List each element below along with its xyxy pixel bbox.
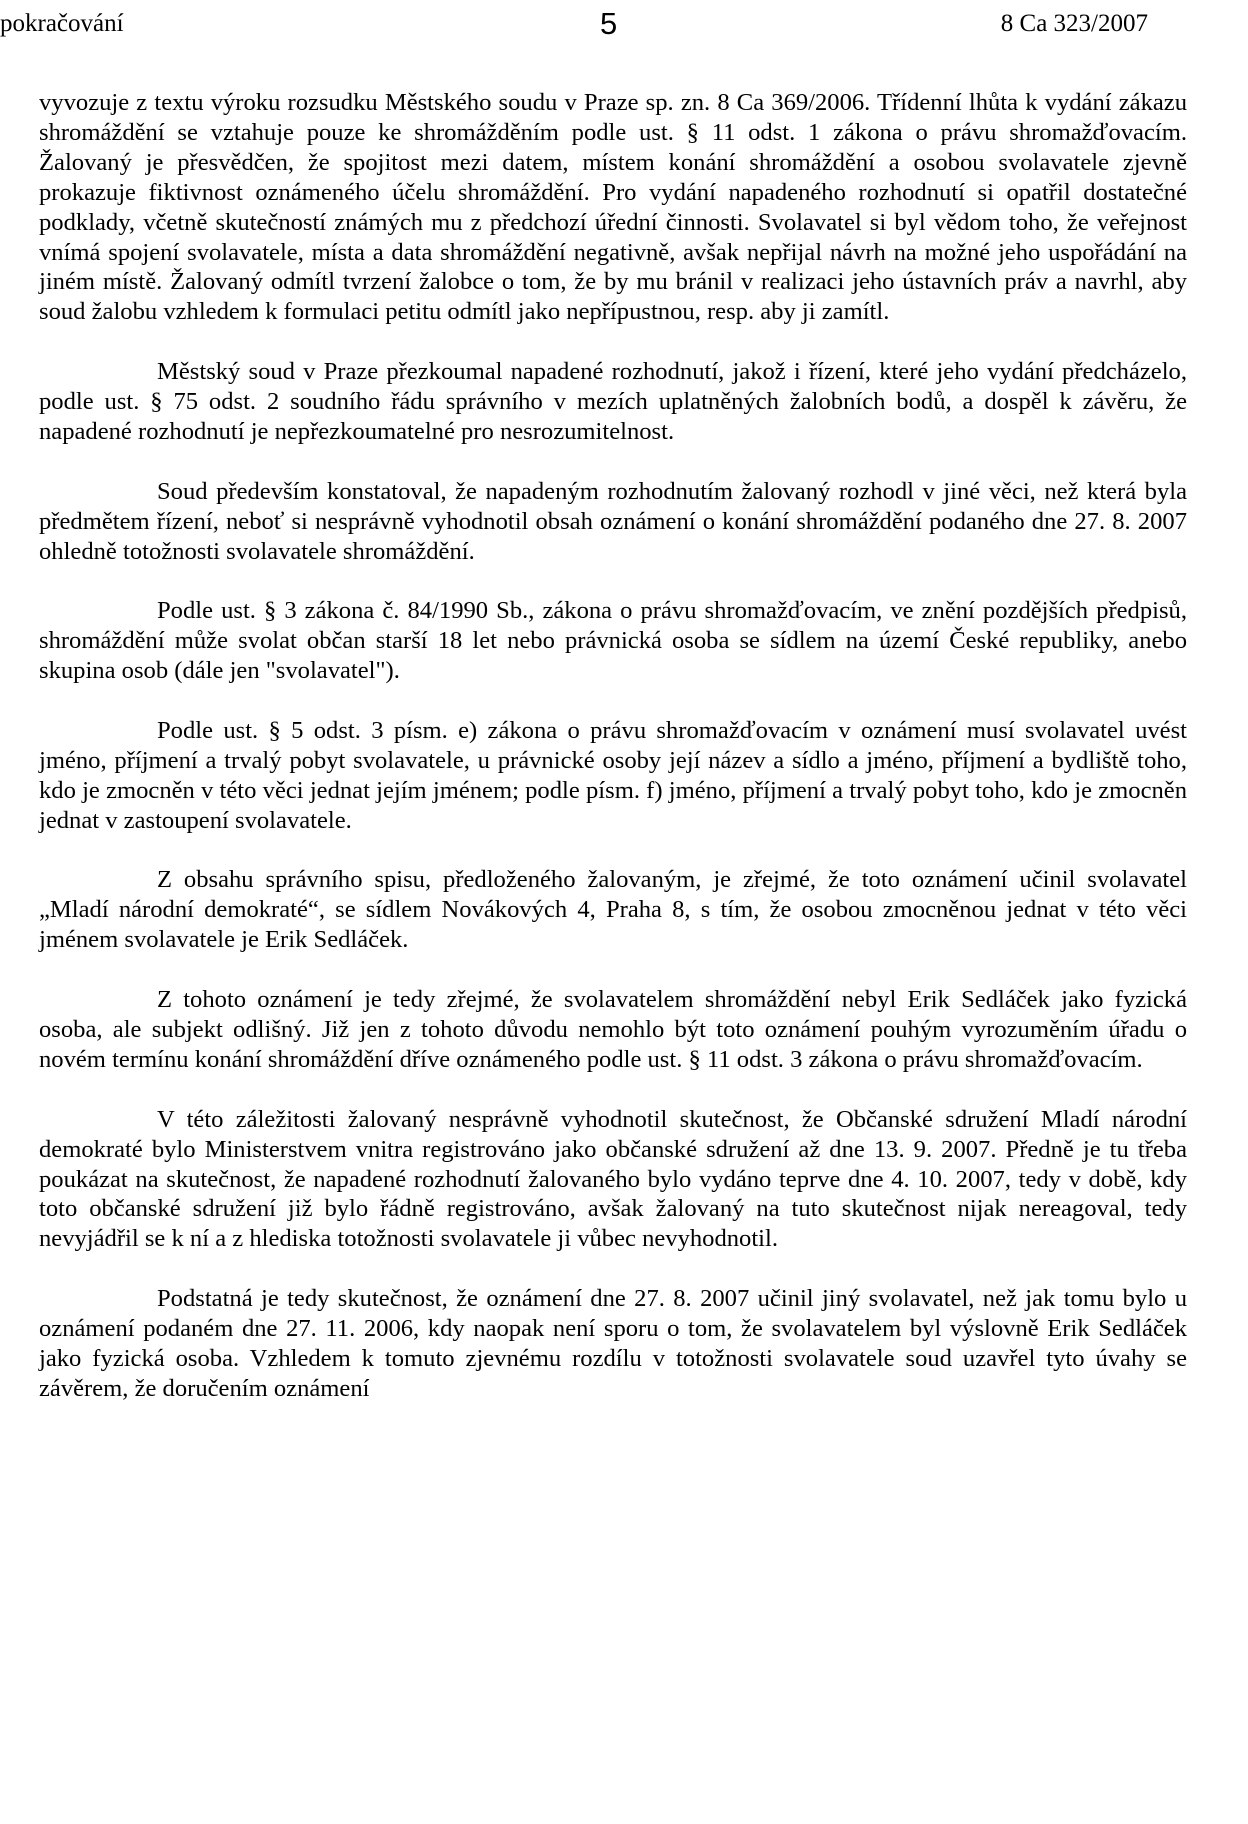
paragraph: Z obsahu správního spisu, předloženého žalovaným, je zřejmé, že toto oznámení učinil svolavatel „Mladí národní demokraté“, se sídlem Novákových 4, Praha 8, s tím, že osobou zmocněnou jednat v této věci jménem svolavatele je Erik Sedláček. (39, 866, 1187, 954)
paragraph: Podstatná je tedy skutečnost, že oznámení dne 27. 8. 2007 učinil jiný svolavatel, než jak tomu bylo u oznámení podaném dne 27. 11. 2006, kdy naopak není sporu o tom, že svolavatelem byl výslovně Erik Sedláček jako fyzická osoba. Vzhledem k tomuto zjevnému rozdílu v totožnosti svolavatele soud uzavřel tyto úvahy se závěrem, že doručením oznámení (39, 1285, 1187, 1402)
paragraph: V této záležitosti žalovaný nesprávně vyhodnotil skutečnost, že Občanské sdružení Mladí národní demokraté bylo Ministerstvem vnitra registrováno jako občanské sdružení až dne 13. 9. 2007. Předně je tu třeba poukázat na skutečnost, že napadené rozhodnutí žalovaného bylo vydáno teprve dne 4. 10. 2007, tedy v době, kdy toto občanské sdružení již bylo řádně registrováno, avšak žalovaný na tuto skutečnost nijak nereagoval, tedy nevyjádřil se k ní a z hlediska totožnosti svolavatele ji vůbec nevyhodnotil. (39, 1105, 1187, 1253)
paragraph: Městský soud v Praze přezkoumal napadené rozhodnutí, jakož i řízení, které jeho vydání předcházelo, podle ust. § 75 odst. 2 soudního řádu správního v mezích uplatněných žalobních bodů, a dospěl k závěru, že napadené rozhodnutí je nepřezkoumatelné pro nesrozumitelnost. (39, 358, 1187, 445)
document-body (39, 88, 1187, 1404)
continuation-label: pokračování (0, 10, 124, 37)
paragraph: Podle ust. § 5 odst. 3 písm. e) zákona o právu shromažďovacím v oznámení musí svolavatel uvést jméno, příjmení a trvalý pobyt svolavatele, u právnické osoby její název a sídlo a jméno, příjmení a bydliště toho, kdo je zmocněn v této věci jednat jejím jménem; podle písm. f) jméno, příjmení a trvalý pobyt toho, kdo je zmocněn jednat v zastoupení svolavatele. (39, 716, 1187, 834)
case-number: 8 Ca 323/2007 (1000, 10, 1148, 37)
paragraph: Z tohoto oznámení je tedy zřejmé, že svolavatelem shromáždění nebyl Erik Sedláček jako fyzická osoba, ale subjekt odlišný. Již jen z tohoto důvodu nemohlo být toto oznámení pouhým vyrozuměním úřadu o novém termínu konání shromáždění dříve oznámeného podle ust. § 11 odst. 3 zákona o právu shromažďovacím. (39, 986, 1187, 1073)
paragraph: vyvozuje z textu výroku rozsudku Městského soudu v Praze sp. zn. 8 Ca 369/2006. Třídenní lhůta k vydání zákazu shromáždění se vztahuje pouze ke shromážděním podle ust. § 11 odst. 1 zákona o právu shromažďovacím. Žalovaný je přesvědčen, že spojitost mezi datem, místem konání shromáždění a osobou svolavatele zjevně prokazuje fiktivnost oznámeného účelu shromáždění. Pro vydání napadeného rozhodnutí si opatřil dostatečné podklady, včetně skutečností známých mu z předchozí úřední činnosti. Svolavatel si byl vědom toho, že veřejnost vnímá spojení svolavatele, místa a data shromáždění negativně, avšak nepřijal návrh na možné jeho uspořádání na jiném místě. Žalovaný odmítl tvrzení žalobce o tom, že by mu bránil v realizaci jeho ústavních práv a navrhl, aby soud žalobu vzhledem k formulaci petitu odmítl jako nepřípustnou, resp. aby ji zamítl. (39, 89, 1187, 326)
paragraph: Podle ust. § 3 zákona č. 84/1990 Sb., zákona o právu shromažďovacím, ve znění pozdějších předpisů, shromáždění může svolat občan starší 18 let nebo právnická osoba se sídlem na území České republiky, anebo skupina osob (dále jen "svolavatel"). (39, 597, 1187, 685)
page-header (0, 6, 1248, 46)
page-number: 5 (600, 6, 618, 41)
paragraph: Soud především konstatoval, že napadeným rozhodnutím žalovaný rozhodl v jiné věci, než která byla předmětem řízení, neboť si nesprávně vyhodnotil obsah oznámení o konání shromáždění podaného dne 27. 8. 2007 ohledně totožnosti svolavatele shromáždění. (39, 477, 1187, 565)
